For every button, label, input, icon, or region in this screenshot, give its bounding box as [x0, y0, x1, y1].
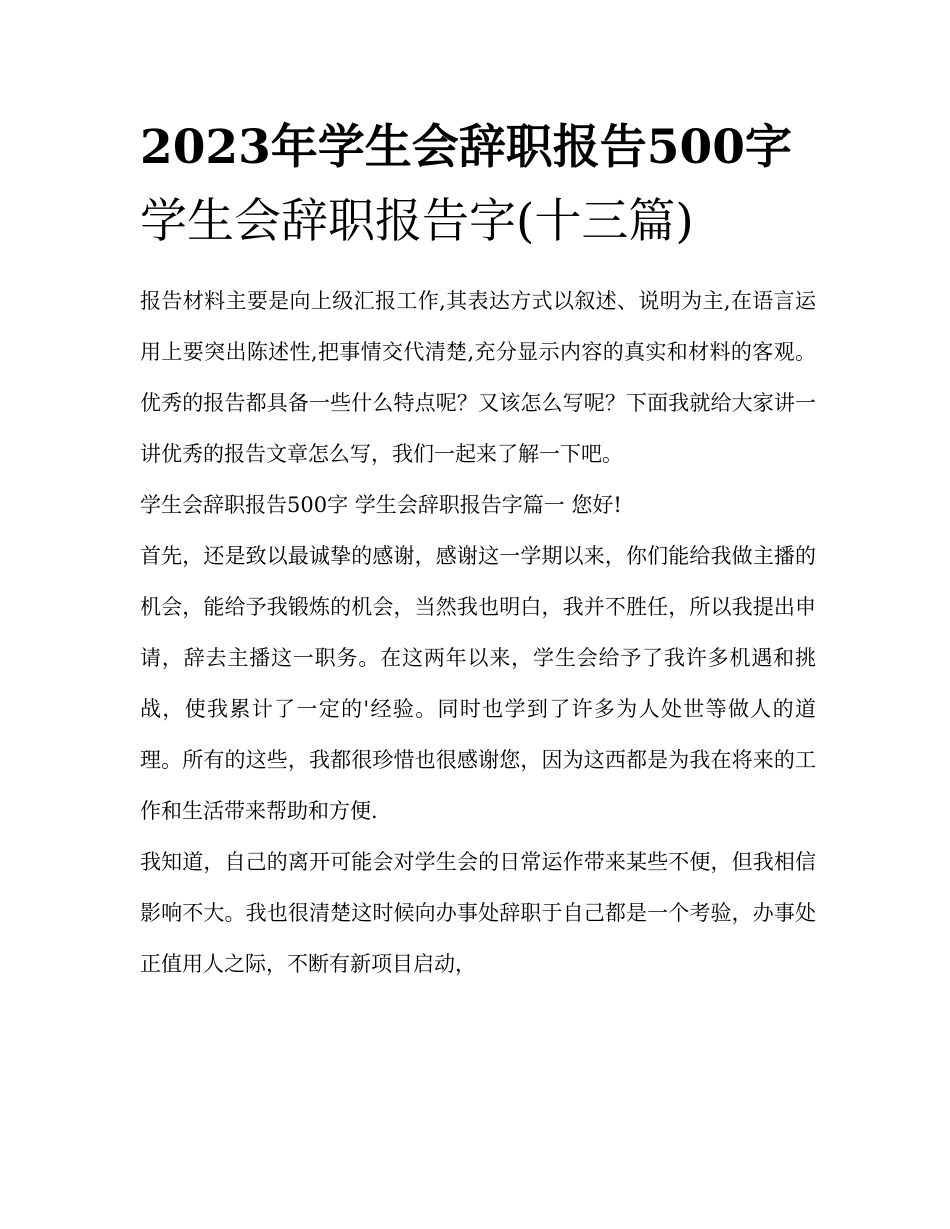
- document-title-line-2: 学生会辞职报告字(十三篇): [140, 194, 694, 249]
- document-title-line-1: 2023年学生会辞职报告500字: [140, 120, 792, 175]
- body-paragraph: 首先，还是致以最诚挚的感谢，感谢这一学期以来，你们能给我做主播的机会，能给予我锻炼的机会，当然我也明白，我并不胜任，所以我提出申请，辞去主播这一职务。在这两年以来，学生会给予了我许多机遇和挑战，使我累计了一定的'经验。同时也学到了许多为人处世等做人的道理。所有的这些，我都很珍惜也很感谢您，因为这西都是为我在将来的工作和生活带来帮助和方便.: [140, 544, 816, 823]
- intro-paragraph: 报告材料主要是向上级汇报工作,其表达方式以叙述、说明为主,在语言运用上要突出陈述性,把事情交代清楚,充分显示内容的真实和材料的客观。优秀的报告都具备一些什么特点呢？又该怎么写呢？下面我就给大家讲一讲优秀的报告文章怎么写，我们一起来了解一下吧。: [140, 289, 816, 466]
- section-heading-paragraph: 学生会辞职报告500字 学生会辞职报告字篇一 您好!: [140, 493, 622, 517]
- body-paragraph: 我知道，自己的离开可能会对学生会的日常运作带来某些不便，但我相信影响不大。我也很清楚这时候向办事处辞职于自己都是一个考验，办事处正值用人之际，不断有新项目启动，: [140, 850, 816, 976]
- document-body: [140, 276, 816, 990]
